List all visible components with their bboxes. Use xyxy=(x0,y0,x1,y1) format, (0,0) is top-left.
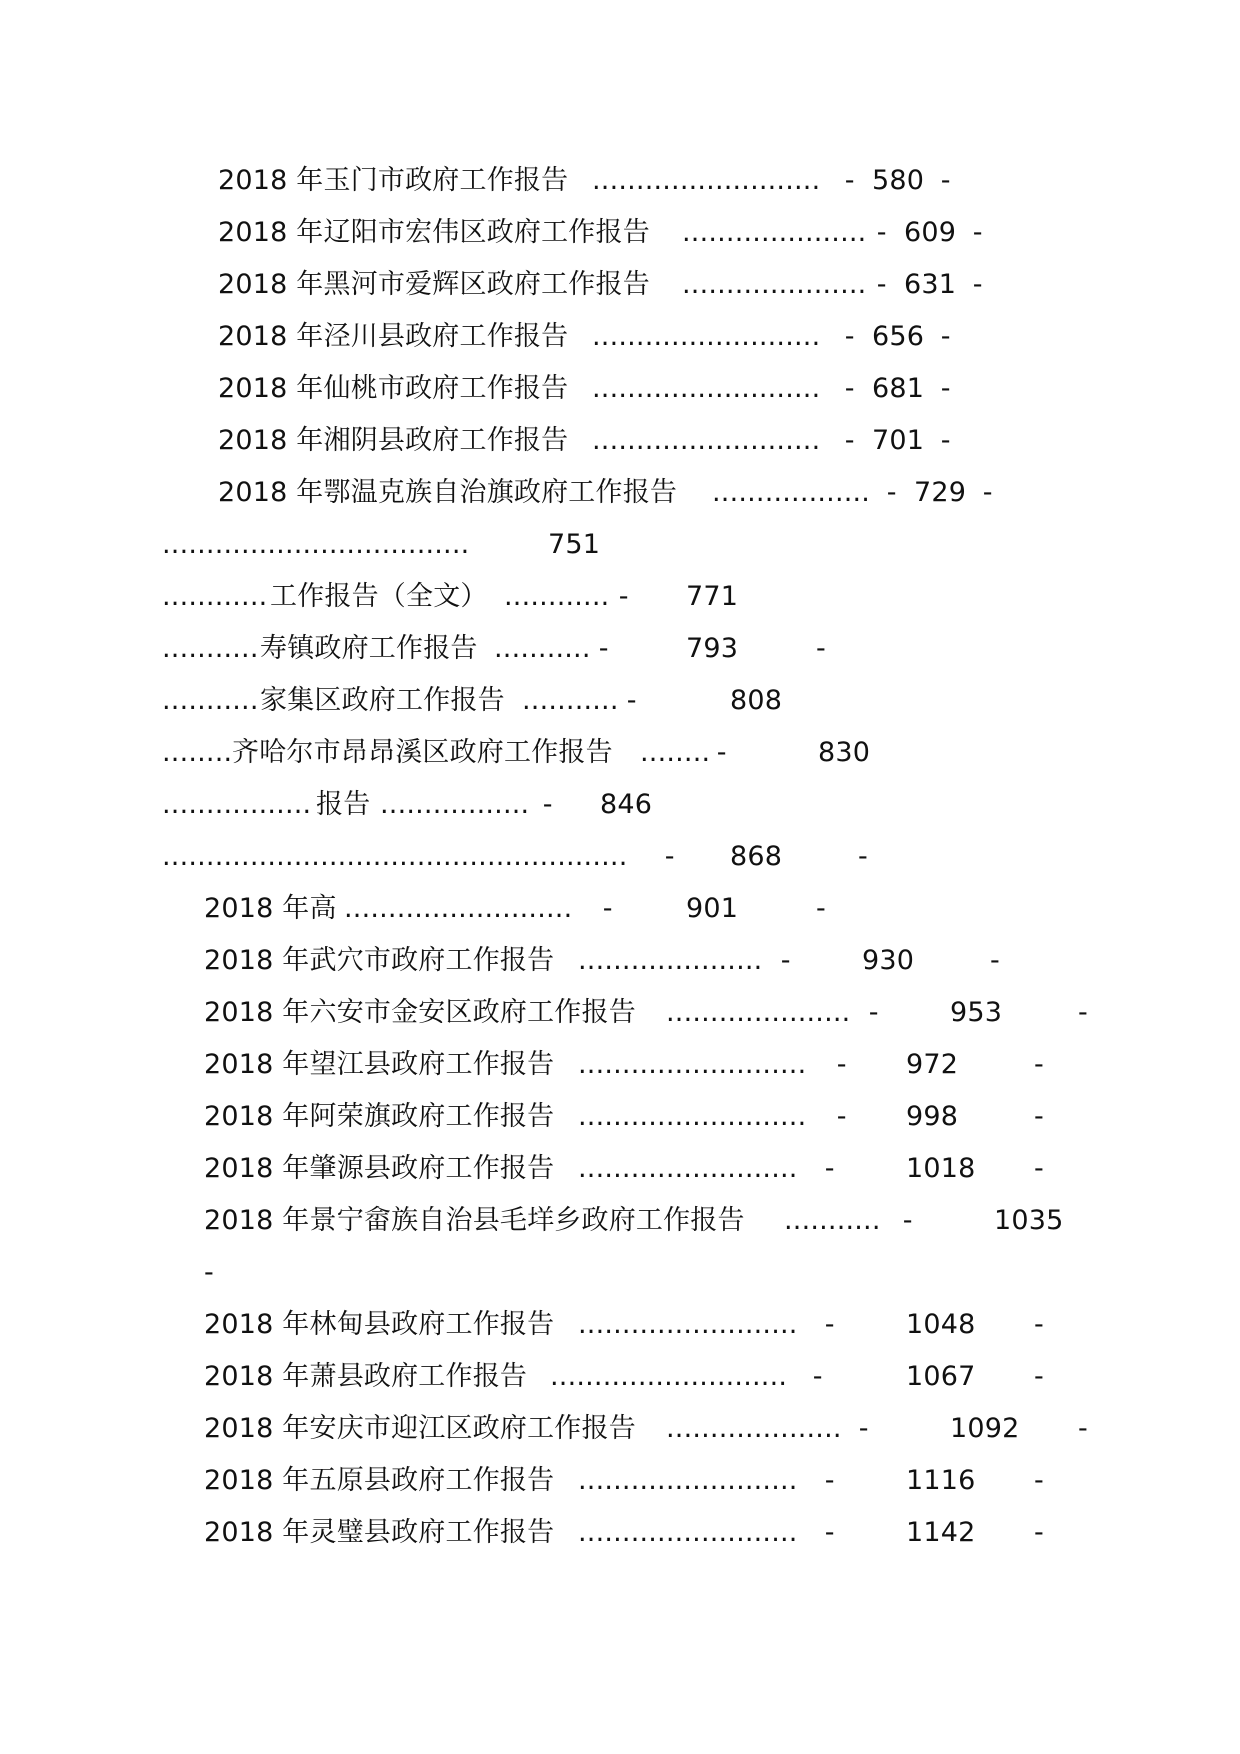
toc-page-sep: - xyxy=(610,581,629,612)
toc-dot-leader: ................. xyxy=(380,789,530,820)
toc-entry-title: 2018 年高 xyxy=(204,893,337,924)
toc-page-tail: - xyxy=(204,1257,214,1288)
toc-page-number: 751 xyxy=(548,529,601,560)
toc-page-tail: - xyxy=(932,373,951,404)
toc-page-tail: - xyxy=(964,269,983,300)
toc-page-sep: - xyxy=(816,1309,835,1340)
toc-page-number: 771 xyxy=(686,581,739,612)
toc-page-tail: - xyxy=(1034,1517,1044,1548)
toc-entry-title: 2018 年肇源县政府工作报告 xyxy=(204,1153,555,1184)
toc-entry-title: 2018 年林甸县政府工作报告 xyxy=(204,1309,555,1340)
toc-page-sep: - xyxy=(772,945,791,976)
toc-entry-title: 2018 年阿荣旗政府工作报告 xyxy=(204,1101,555,1132)
toc-entry-title: 2018 年辽阳市宏伟区政府工作报告 xyxy=(218,217,650,248)
toc-page-tail: - xyxy=(1034,1153,1044,1184)
toc-dot-leader: ........ xyxy=(640,737,711,768)
toc-page-number: 1018 xyxy=(906,1153,976,1184)
toc-dot-leader: ......................... xyxy=(578,1517,798,1548)
toc-entry-title: 工作报告（全文） xyxy=(270,581,488,612)
toc-dot-leader-before: ........ xyxy=(162,737,233,768)
toc-dot-leader-before: ................. xyxy=(162,789,312,820)
toc-dot-leader: ........... xyxy=(784,1205,881,1236)
toc-dot-leader: .......................... xyxy=(592,425,821,456)
toc-page-sep: - xyxy=(816,1465,835,1496)
toc-page-tail: - xyxy=(1034,1049,1044,1080)
toc-entry[interactable] xyxy=(204,1516,1044,1550)
toc-dot-leader: ........................... xyxy=(550,1361,788,1392)
toc-page-tail: - xyxy=(1034,1101,1044,1132)
toc-page-tail: - xyxy=(816,633,826,664)
toc-page-sep: - xyxy=(804,1361,823,1392)
toc-dot-leader: .................. xyxy=(712,477,871,508)
toc-page-sep: - xyxy=(594,893,613,924)
toc-entry[interactable] xyxy=(204,1100,1044,1134)
toc-dot-leader: ..................... xyxy=(578,945,763,976)
toc-page-sep: - xyxy=(708,737,727,768)
toc-entry-title: 2018 年望江县政府工作报告 xyxy=(204,1049,555,1080)
toc-page-sep: - xyxy=(836,165,864,196)
toc-page-tail: - xyxy=(932,165,951,196)
toc-dot-leader: .......................... xyxy=(578,1049,807,1080)
toc-entry-title: 2018 年玉门市政府工作报告 xyxy=(218,165,569,196)
toc-page-number: 901 xyxy=(686,893,739,924)
toc-entry-title: 2018 年武穴市政府工作报告 xyxy=(204,945,555,976)
toc-page-tail: - xyxy=(1034,1361,1044,1392)
toc-page-number: 930 xyxy=(862,945,915,976)
toc-entry-title: 2018 年萧县政府工作报告 xyxy=(204,1361,528,1392)
toc-page-tail: - xyxy=(990,945,1000,976)
toc-page-number: 953 xyxy=(950,997,1003,1028)
toc-entry-title: 齐哈尔市昂昂溪区政府工作报告 xyxy=(232,737,613,768)
toc-page-number: 609 xyxy=(904,217,957,248)
toc-page-number: 1048 xyxy=(906,1309,976,1340)
toc-entry[interactable] xyxy=(218,476,993,510)
toc-entry[interactable] xyxy=(204,1048,1044,1082)
toc-entry-title: 2018 年泾川县政府工作报告 xyxy=(218,321,569,352)
toc-entry[interactable] xyxy=(204,1360,1044,1394)
toc-entry[interactable] xyxy=(204,1152,1044,1186)
toc-entry-title: 2018 年仙桃市政府工作报告 xyxy=(218,373,569,404)
toc-entry[interactable] xyxy=(162,736,871,770)
toc-dot-leader: ........... xyxy=(522,685,619,716)
toc-dot-leader: .................... xyxy=(666,1413,842,1444)
toc-page-tail: - xyxy=(816,893,826,924)
toc-entry-title: 2018 年湘阴县政府工作报告 xyxy=(218,425,569,456)
toc-page-sep: - xyxy=(836,321,864,352)
toc-entry-title: 2018 年安庆市迎江区政府工作报告 xyxy=(204,1413,636,1444)
toc-page-tail: - xyxy=(858,841,868,872)
toc-page-tail: - xyxy=(1078,1413,1088,1444)
toc-page-number: 656 xyxy=(872,321,925,352)
toc-dot-leader-before: ............ xyxy=(162,581,268,612)
toc-page-sep: - xyxy=(868,217,896,248)
toc-dot-leader: ......................... xyxy=(578,1465,798,1496)
toc-page-tail: - xyxy=(1078,997,1088,1028)
toc-dot-leader: ......................... xyxy=(578,1153,798,1184)
toc-page-tail: - xyxy=(964,217,983,248)
toc-dot-leader: ............ xyxy=(504,581,610,612)
toc-entry[interactable] xyxy=(204,1308,1044,1342)
toc-page-number: 701 xyxy=(872,425,925,456)
toc-page-tail: - xyxy=(932,425,951,456)
toc-page-sep: - xyxy=(878,477,906,508)
toc-page-number: 998 xyxy=(906,1101,959,1132)
toc-entry-title: 2018 年鄂温克族自治旗政府工作报告 xyxy=(218,477,678,508)
toc-page-sep: - xyxy=(816,1517,835,1548)
toc-entry-title: 寿镇政府工作报告 xyxy=(260,633,478,664)
toc-page-sep: - xyxy=(656,841,675,872)
toc-entry[interactable] xyxy=(204,1204,1064,1238)
toc-page-number: 1092 xyxy=(950,1413,1020,1444)
toc-page-number: 681 xyxy=(872,373,925,404)
toc-page-sep: - xyxy=(860,997,879,1028)
toc-entry[interactable] xyxy=(162,684,783,718)
toc-page-sep: - xyxy=(828,1101,847,1132)
toc-dot-leader: ..................... xyxy=(666,997,851,1028)
toc-page-sep: - xyxy=(618,685,637,716)
toc-page-number: 846 xyxy=(600,789,653,820)
toc-dot-leader-before: ........... xyxy=(162,633,259,664)
toc-dot-leader: .......................... xyxy=(578,1101,807,1132)
toc-page-number: 1116 xyxy=(906,1465,976,1496)
toc-entry[interactable] xyxy=(204,1412,1088,1446)
toc-page-number: 868 xyxy=(730,841,783,872)
toc-entry-title: 2018 年灵璧县政府工作报告 xyxy=(204,1517,555,1548)
toc-entry-title: 2018 年五原县政府工作报告 xyxy=(204,1465,555,1496)
toc-dot-leader-before: ........... xyxy=(162,685,259,716)
toc-page-tail: - xyxy=(974,477,993,508)
toc-page-tail: - xyxy=(1034,1465,1044,1496)
toc-dot-leader: .......................... xyxy=(592,373,821,404)
toc-page-sep: - xyxy=(836,373,864,404)
toc-page-sep: - xyxy=(868,269,896,300)
toc-entry-title: 报告 xyxy=(316,789,371,820)
toc-dot-leader: .......................... xyxy=(592,321,821,352)
toc-entry[interactable] xyxy=(204,1464,1044,1498)
toc-entry[interactable] xyxy=(218,424,951,458)
toc-page-number: 580 xyxy=(872,165,925,196)
toc-entry[interactable] xyxy=(218,268,983,302)
toc-page-sep: - xyxy=(534,789,553,820)
toc-entry[interactable] xyxy=(204,944,1000,978)
toc-entry[interactable] xyxy=(218,372,951,406)
toc-entry[interactable] xyxy=(218,320,951,354)
toc-dot-leader: ..................... xyxy=(682,269,867,300)
toc-page-number: 808 xyxy=(730,685,783,716)
toc-page-tail: - xyxy=(932,321,951,352)
toc-dot-leader: .......................... xyxy=(592,165,821,196)
toc-page-number: 631 xyxy=(904,269,957,300)
toc-page-sep: - xyxy=(894,1205,913,1236)
toc-page-sep: - xyxy=(850,1413,869,1444)
toc-page-number: 1067 xyxy=(906,1361,976,1392)
toc-page-number: 1035 xyxy=(994,1205,1064,1236)
toc-page-sep: - xyxy=(828,1049,847,1080)
toc-dot-leader: ......................... xyxy=(578,1309,798,1340)
toc-entry[interactable] xyxy=(162,528,601,562)
toc-entry-title: 2018 年六安市金安区政府工作报告 xyxy=(204,997,636,1028)
toc-dot-leader: ........... xyxy=(494,633,591,664)
toc-page-tail: - xyxy=(1034,1309,1044,1340)
toc-page-number: 729 xyxy=(914,477,967,508)
toc-page-number: 972 xyxy=(906,1049,959,1080)
toc-entry[interactable] xyxy=(218,216,983,250)
toc-entry[interactable] xyxy=(162,840,868,874)
toc-entry[interactable] xyxy=(162,632,826,666)
toc-page-number: 830 xyxy=(818,737,871,768)
toc-page-sep: - xyxy=(590,633,609,664)
toc-entry-continuation xyxy=(204,1256,239,1290)
toc-dot-leader: ..................... xyxy=(682,217,867,248)
toc-entry[interactable] xyxy=(204,892,826,926)
toc-entry-title: 2018 年黑河市爱辉区政府工作报告 xyxy=(218,269,650,300)
toc-dot-leader: .......................... xyxy=(344,893,573,924)
toc-page-sep: - xyxy=(816,1153,835,1184)
toc-entry[interactable] xyxy=(218,164,951,198)
toc-page-number: 1142 xyxy=(906,1517,976,1548)
toc-dot-leader: ..................................................... xyxy=(162,841,628,872)
toc-dot-leader: ................................... xyxy=(162,529,470,560)
toc-entry-title: 家集区政府工作报告 xyxy=(260,685,505,716)
toc-entry[interactable] xyxy=(162,580,739,614)
toc-page-sep: - xyxy=(836,425,864,456)
toc-entry[interactable] xyxy=(162,788,653,822)
toc-page-number: 793 xyxy=(686,633,739,664)
toc-entry-title: 2018 年景宁畲族自治县毛垟乡政府工作报告 xyxy=(204,1205,745,1236)
toc-entry[interactable] xyxy=(204,996,1088,1030)
